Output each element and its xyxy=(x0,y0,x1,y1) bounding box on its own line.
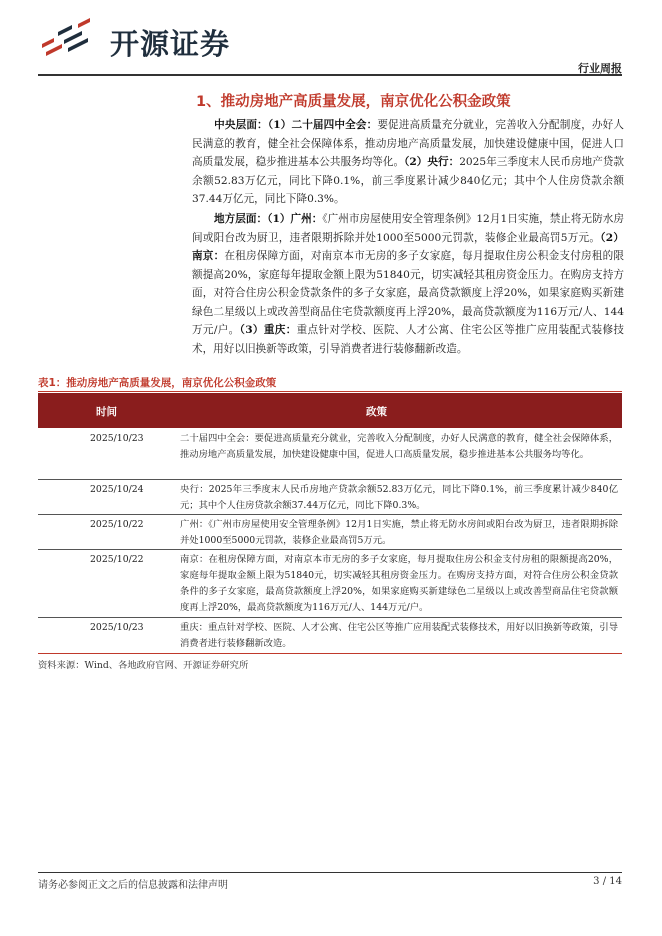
section-title: 1、推动房地产高质量发展，南京优化公积金政策 xyxy=(196,94,511,110)
footer-divider xyxy=(38,872,622,873)
header-divider xyxy=(38,74,622,76)
footer-disclaimer: 请务必参阅正文之后的信息披露和法律声明 xyxy=(38,880,228,891)
row-date: 2025/10/22 xyxy=(90,519,144,530)
table-row xyxy=(38,429,622,479)
row-date: 2025/10/23 xyxy=(90,433,144,444)
para2-bold3: （3）重庆： xyxy=(239,324,297,336)
row-policy: 南京：在租房保障方面，对南京本市无房的多子女家庭，每月提取住房公积金支付房租的限额提高20%，家庭每年提取金额上限为51840元，切实减轻其租房资金压力。在购房支持方面，对符合住房公积金贷款条件的多子女家庭，最高贷款额度上浮20%，如果家庭购买新建绿色二星级以上或改善型商品住宅贷款额度再上浮20%，最高贷款额度为116万元/人、144万元/户。 xyxy=(180,554,618,613)
row-policy: 央行：2025年三季度末人民币房地产贷款余额52.83万亿元，同比下降0.1%，前三季度累计减少840亿元；其中个人住房贷款余额37.44万亿元，同比下降0.3%。 xyxy=(180,484,618,511)
para2-text1: 《广州市房屋使用安全管理条例》12月1日实施，禁止将无防水房间或阳台改为厨卫，违者限期拆除并处1000至5000元罚款，装修企业最高罚5万元。 xyxy=(192,213,624,244)
row-policy: 重庆：重点针对学校、医院、人才公寓、住宅公区等推广应用装配式装修技术，用好以旧换新等政策，引导消费者进行装修翻新改造。 xyxy=(180,622,618,649)
para2-text2: 在租房保障方面，对南京本市无房的多子女家庭，每月提取住房公积金支付房租的限额提高20%，家庭每年提取金额上限为51840元，切实减轻其租房资金压力。在购房支持方面，对符合住房公积金贷款条件的多子女家庭，最高贷款额度上浮20%，如果家庭购买新建绿色二星级以上或改善型商品住宅贷款额度再上浮20%，最高贷款额度为116万元/人、144万元/户。 xyxy=(192,250,625,336)
para2-label: 地方层面： xyxy=(214,213,268,225)
page-number: 3 / 14 xyxy=(593,876,622,887)
row-date: 2025/10/24 xyxy=(90,484,144,495)
para1-num: （1） xyxy=(267,119,292,131)
table-header xyxy=(38,393,622,428)
para2-bold1: （1）广州： xyxy=(267,213,323,225)
row-date: 2025/10/23 xyxy=(90,622,144,633)
row-policy: 二十届四中全会：要促进高质量充分就业，完善收入分配制度，办好人民满意的教育，健全社会保障体系，推动房地产高质量发展，加快建设健康中国，促进人口高质量发展，稳步推进基本公共服务均等化。 xyxy=(180,433,618,460)
paragraph-central xyxy=(192,116,624,209)
para2-bold2: （2）南京： xyxy=(192,231,624,262)
para1-text2: 要促进高质量充分就业，完善收入分配制度，办好人民满意的教育，健全社会保障体系，推动房地产高质量发展，加快建设健康中国，促进人口高质量发展，稳步推进基本公共服务均等化。 xyxy=(192,119,625,168)
para1-label: 中央层面： xyxy=(214,119,268,131)
column-header-date: 时间 xyxy=(96,406,117,418)
logo-mark-icon xyxy=(38,18,102,62)
table-title: 表1：推动房地产高质量发展，南京优化公积金政策 xyxy=(38,377,277,389)
table-source: 资料来源：Wind、各地政府官网、开源证券研究所 xyxy=(38,660,249,671)
table-bottom-rule xyxy=(38,653,622,654)
table-row xyxy=(38,480,622,514)
table-row xyxy=(38,515,622,549)
logo-text: 开源证券 xyxy=(110,27,231,61)
report-type: 行业周报 xyxy=(578,62,622,75)
para1-text3: 2025年三季度末人民币房地产贷款余额52.83万亿元，同比下降0.1%，前三季度累计减少840亿元；其中个人住房贷款余额37.44万亿元，同比下降0.3%。 xyxy=(192,156,624,205)
para2-text3: 重点针对学校、医院、人才公寓、住宅公区等推广应用装配式装修技术，用好以旧换新等政策，引导消费者进行装修翻新改造。 xyxy=(192,324,624,355)
para1-bold2: （2）央行： xyxy=(404,156,460,168)
row-date: 2025/10/22 xyxy=(90,554,144,565)
paragraph-local xyxy=(192,210,624,358)
para1-bold1: 二十届四中全会： xyxy=(291,119,378,131)
table-row xyxy=(38,618,622,652)
table-row xyxy=(38,550,622,617)
column-header-policy: 政策 xyxy=(366,406,387,418)
row-policy: 广州：《广州市房屋使用安全管理条例》12月1日实施，禁止将无防水房间或阳台改为厨卫，违者限期拆除并处1000至5000元罚款，装修企业最高罚5万元。 xyxy=(180,519,618,546)
company-logo xyxy=(38,18,258,62)
table-top-rule xyxy=(38,391,622,392)
